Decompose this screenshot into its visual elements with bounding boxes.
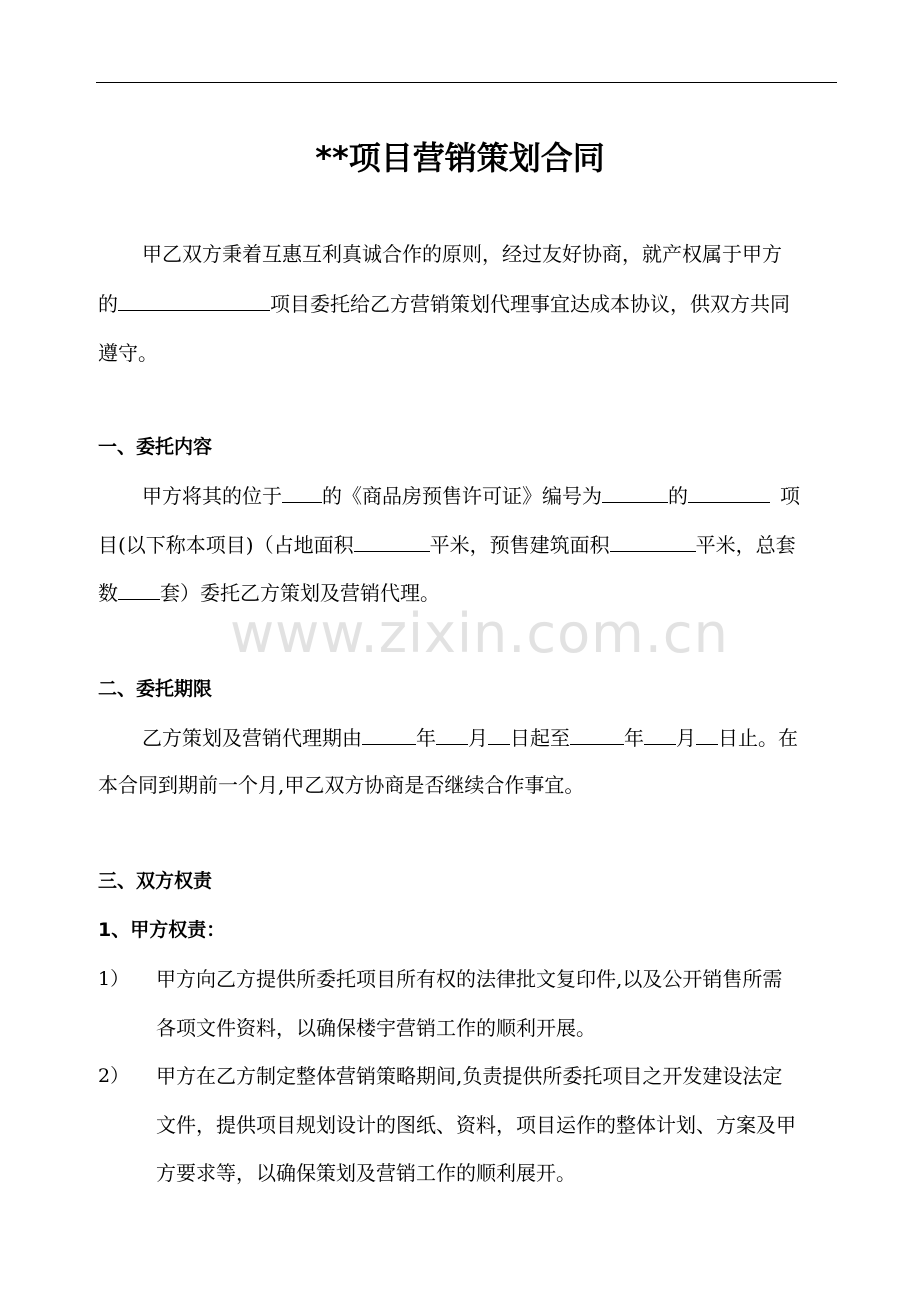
s2-text-1b: 年: [416, 726, 436, 750]
s2-text-1a: 乙方策划及营销代理期由: [142, 726, 362, 750]
s2-text-1g: 日止。在: [718, 726, 798, 750]
document-title: **项目营销策划合同: [315, 139, 605, 177]
section-2-heading: 二、委托期限: [98, 678, 213, 700]
s1-text-3b: 套）委托乙方策划及营销代理。: [160, 581, 440, 605]
intro-text-2b: 项目委托给乙方营销策划代理事宜达成本协议，供双方共同: [270, 292, 790, 316]
s1-text-1a: 甲方将其的位于: [142, 484, 282, 508]
start-day-blank[interactable]: [488, 722, 510, 745]
start-year-blank[interactable]: [362, 722, 416, 745]
total-units-blank[interactable]: [118, 577, 160, 600]
list-item-text: 甲方向乙方提供所委托项目所有权的法律批文复印件,以及公开销售所需: [156, 967, 783, 991]
list-item-number: 1）: [98, 968, 130, 990]
intro-line-2: [98, 288, 838, 319]
section-2-line-2: [98, 770, 838, 800]
location-blank[interactable]: [282, 480, 322, 503]
s1-text-2a: 目(以下称本项目)（占地面积: [98, 533, 354, 557]
end-month-blank[interactable]: [644, 722, 676, 745]
end-year-blank[interactable]: [570, 722, 624, 745]
section-2-line-1: [142, 722, 838, 753]
presale-area-blank[interactable]: [610, 529, 696, 552]
s1-text-3a: 数: [98, 581, 118, 605]
end-day-blank[interactable]: [696, 722, 718, 745]
s1-text-2c: 平米，总套: [695, 533, 796, 557]
list-item-text: 文件，提供项目规划设计的图纸、资料，项目运作的整体计划、方案及甲: [156, 1113, 796, 1137]
intro-text-1: 甲乙双方秉着互惠互利真诚合作的原则，经过友好协商，就产权属于甲方: [142, 242, 782, 266]
header-rule: [96, 82, 837, 83]
section-3-heading: 三、双方权责: [98, 870, 213, 892]
s1-text-1b: 的《商品房预售许可证》编号为: [322, 484, 602, 508]
s2-text-1d: 日起至: [510, 726, 570, 750]
start-month-blank[interactable]: [436, 722, 468, 745]
section-1-heading: 一、委托内容: [98, 436, 213, 458]
intro-text-2a: 的: [98, 292, 118, 316]
section-3-sub-1: 1、甲方权责：: [98, 919, 226, 941]
land-area-blank[interactable]: [354, 529, 430, 552]
intro-text-3: 遵守。: [98, 341, 158, 365]
permit-number-blank[interactable]: [602, 480, 668, 503]
project-blank[interactable]: [688, 480, 770, 503]
section-1-line-2: [98, 529, 838, 560]
section-1-line-1: [142, 480, 838, 511]
watermark: www.zixin.com.cn: [230, 602, 729, 665]
s2-text-1c: 月: [468, 726, 488, 750]
s1-text-1d: 项: [780, 484, 800, 508]
s2-text-2: 本合同到期前一个月,甲乙双方协商是否继续合作事宜。: [98, 773, 585, 797]
intro-line-3: [98, 338, 838, 368]
s2-text-1f: 月: [676, 726, 696, 750]
list-item-text: 方要求等，以确保策划及营销工作的顺利展开。: [156, 1161, 576, 1185]
s1-text-1c: 的: [668, 484, 688, 508]
s1-text-2b: 平米，预售建筑面积: [429, 533, 610, 557]
intro-line-1: [142, 239, 838, 269]
list-item-text: 各项文件资料，以确保楼宇营销工作的顺利开展。: [156, 1016, 596, 1040]
list-item-number: 2）: [98, 1065, 130, 1087]
list-item-text: 甲方在乙方制定整体营销策略期间,负责提供所委托项目之开发建设法定: [156, 1064, 783, 1088]
project-name-blank[interactable]: [118, 288, 270, 311]
s2-text-1e: 年: [624, 726, 644, 750]
